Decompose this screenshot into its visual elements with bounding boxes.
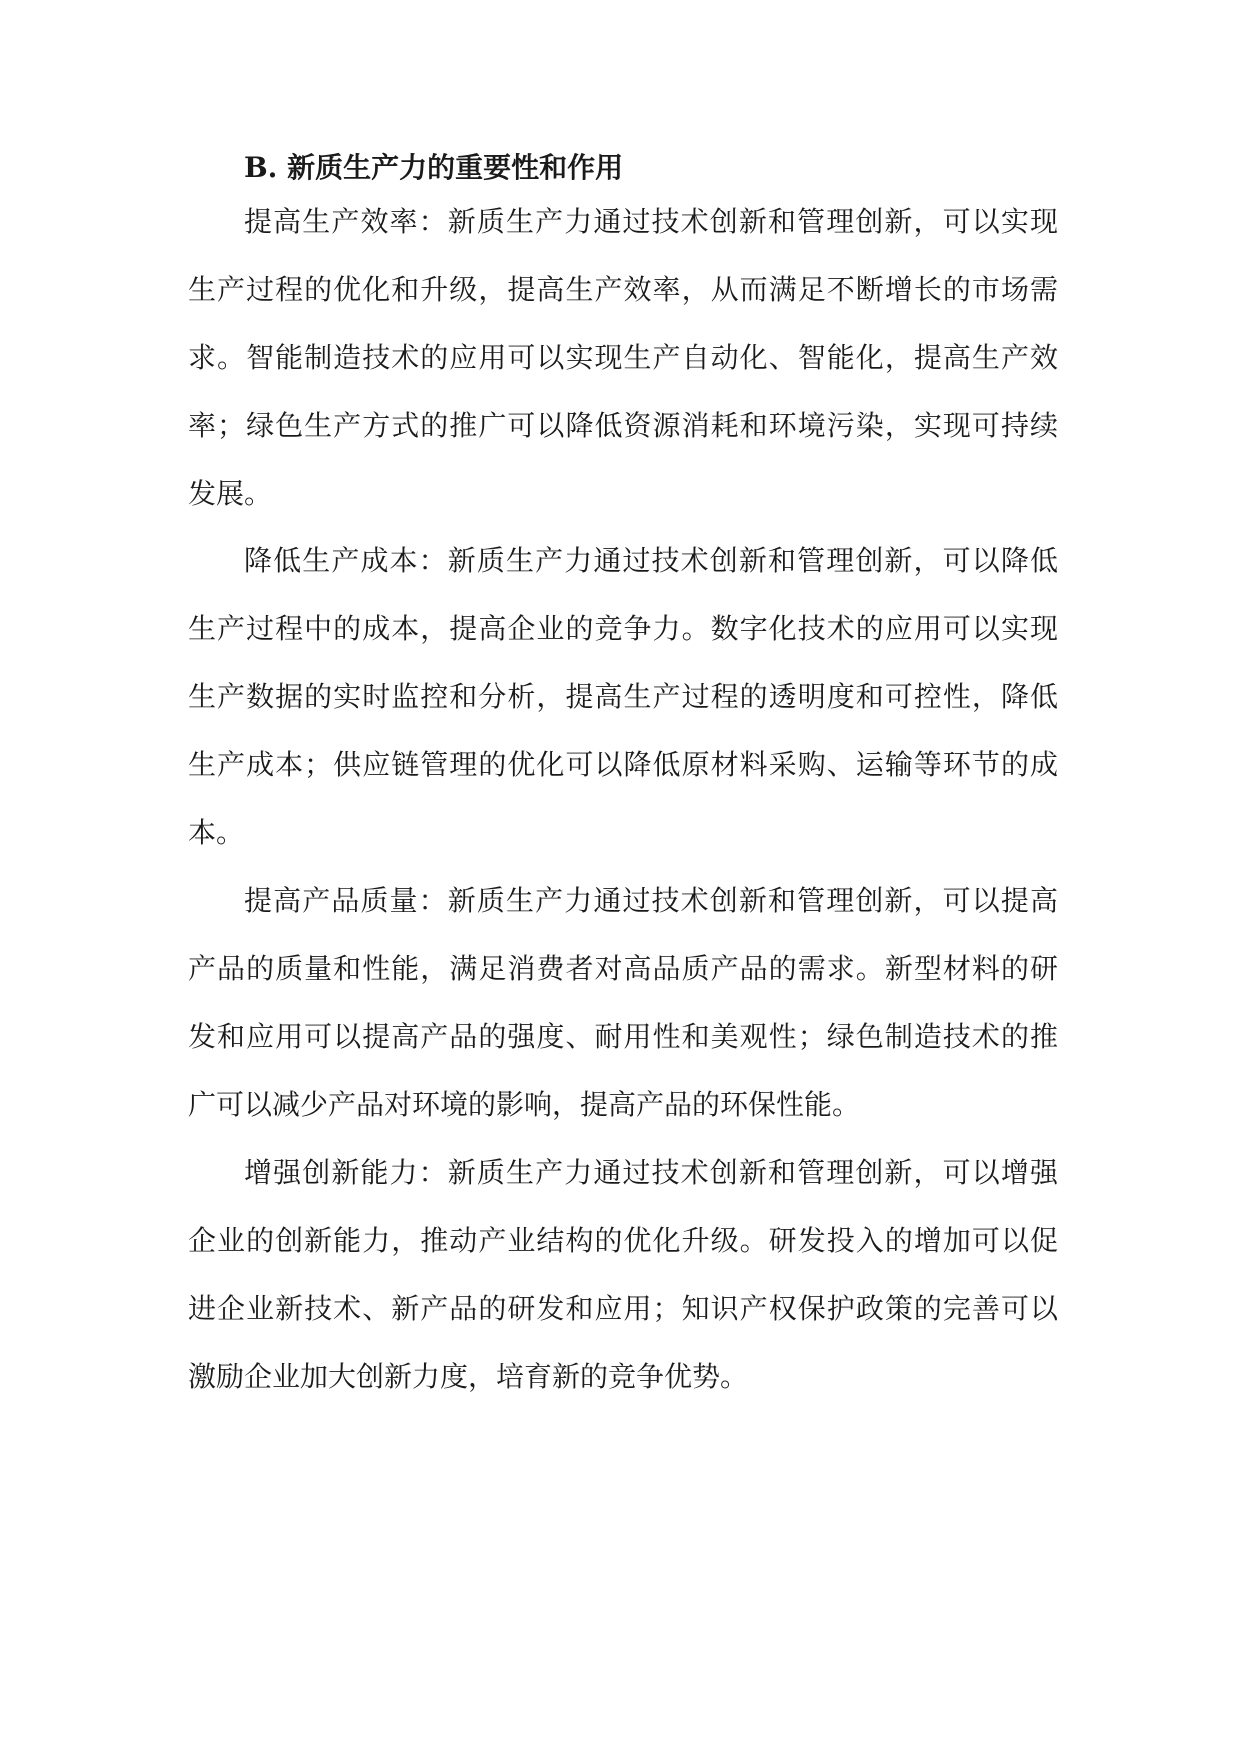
paragraph-2-line-3: 生产数据的实时监控和分析，提高生产过程的透明度和可控性，降低 — [188, 680, 1058, 713]
paragraph-2-line-4: 生产成本；供应链管理的优化可以降低原材料采购、运输等环节的成 — [188, 748, 1058, 781]
paragraph-1-line-2: 生产过程的优化和升级，提高生产效率，从而满足不断增长的市场需 — [188, 273, 1058, 306]
paragraph-1-line-5: 发展。 — [188, 477, 273, 510]
section-heading: B. 新质生产力的重要性和作用 — [244, 151, 624, 184]
paragraph-2-line-5: 本。 — [188, 816, 245, 849]
paragraph-3-line-3: 发和应用可以提高产品的强度、耐用性和美观性；绿色制造技术的推 — [188, 1020, 1058, 1053]
paragraph-3-line-4: 广可以减少产品对环境的影响，提高产品的环保性能。 — [188, 1088, 861, 1121]
paragraph-3-line-1: 提高产品质量：新质生产力通过技术创新和管理创新，可以提高 — [244, 884, 1058, 917]
paragraph-4-line-3: 进企业新技术、新产品的研发和应用；知识产权保护政策的完善可以 — [188, 1292, 1058, 1325]
paragraph-4-line-1: 增强创新能力：新质生产力通过技术创新和管理创新，可以增强 — [244, 1156, 1058, 1189]
paragraph-2-line-1: 降低生产成本：新质生产力通过技术创新和管理创新，可以降低 — [244, 544, 1058, 577]
paragraph-1-line-4: 率；绿色生产方式的推广可以降低资源消耗和环境污染，实现可持续 — [188, 409, 1058, 442]
paragraph-2-line-2: 生产过程中的成本，提高企业的竞争力。数字化技术的应用可以实现 — [188, 612, 1058, 645]
paragraph-3-line-2: 产品的质量和性能，满足消费者对高品质产品的需求。新型材料的研 — [188, 952, 1058, 985]
paragraph-1-line-1: 提高生产效率：新质生产力通过技术创新和管理创新，可以实现 — [244, 205, 1058, 238]
paragraph-1-line-3: 求。智能制造技术的应用可以实现生产自动化、智能化，提高生产效 — [188, 341, 1058, 374]
paragraph-4-line-4: 激励企业加大创新力度，培育新的竞争优势。 — [188, 1360, 749, 1393]
paragraph-4-line-2: 企业的创新能力，推动产业结构的优化升级。研发投入的增加可以促 — [188, 1224, 1058, 1257]
